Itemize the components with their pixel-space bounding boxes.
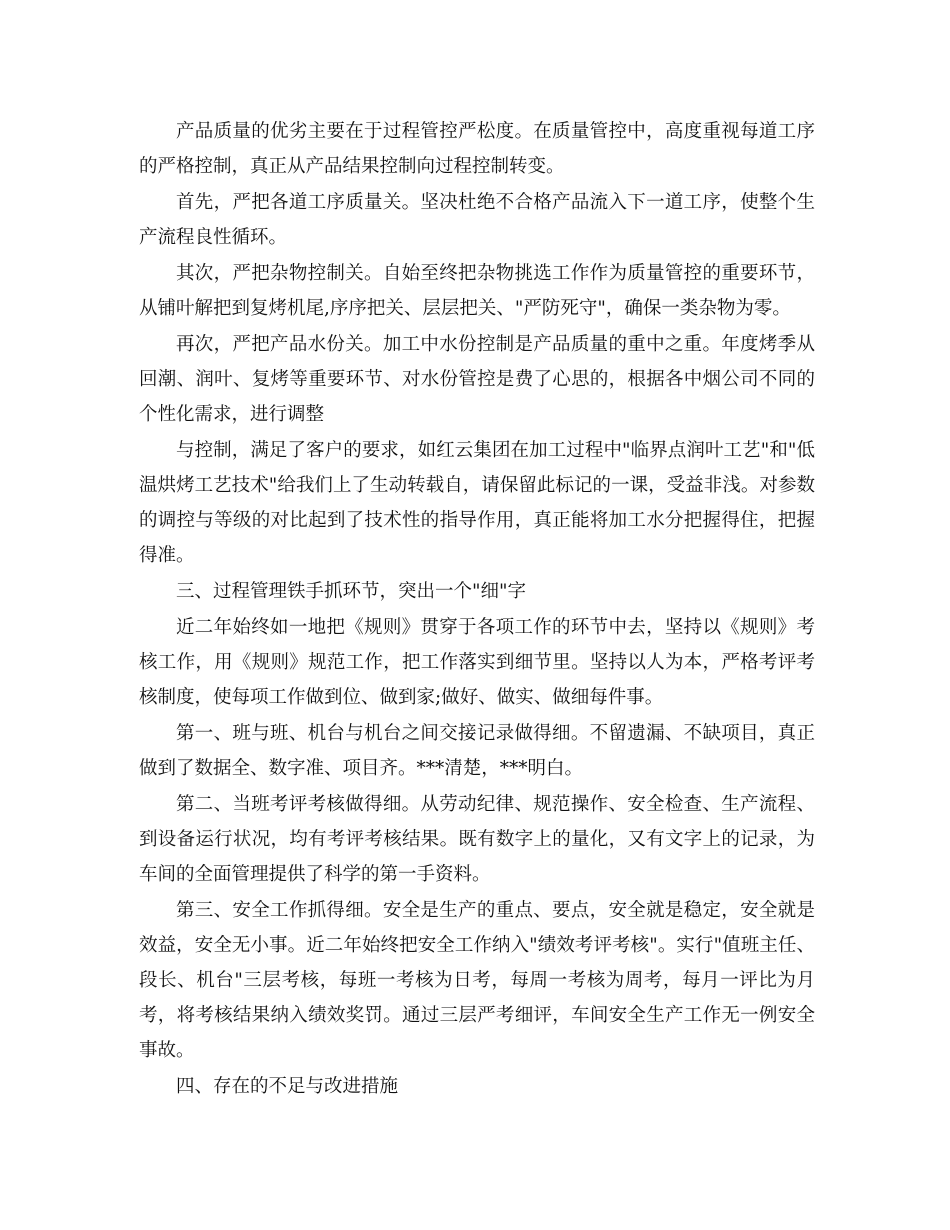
section-heading-three: 三、过程管理铁手抓环节，突出一个"细"字 [176,581,527,602]
paragraph-adjustment-control: 与控制，满足了客户的要求，如红云集团在加工过程中"临界点润叶工艺"和"低温烘烤工艺技术"给我们上了生动转载自，请保留此标记的一课，受益非浅。对参数的调控与等级的对比起到了技术性的指导作用，真正能将加工水分把握得住，把握得准。 [139,440,815,566]
paragraph-rules-implementation: 近二年始终如一地把《规则》贯穿于各项工作的环节中去，坚持以《规则》考核工作，用《规则》规范工作，把工作落实到细节里。坚持以人为本，严格考评考核制度，使每项工作做到位、做到家;做好、做实、做细每件事。 [139,617,815,708]
paragraph-process-control: 产品质量的优劣主要在于过程管控严松度。在质量管控中，高度重视每道工序的严格控制，真正从产品结果控制向过程控制转变。 [139,121,815,177]
paragraph-second-impurity-control: 其次，严把杂物控制关。自始至终把杂物挑选工作作为质量管控的重要环节，从铺叶解把到复烤机尾,序序把关、层层把关、"严防死守"，确保一类杂物为零。 [139,263,815,319]
paragraph-second-shift-evaluation: 第二、当班考评考核做得细。从劳动纪律、规范操作、安全检查、生产流程、到设备运行状况，均有考评考核结果。既有数字上的量化，又有文字上的记录，为车间的全面管理提供了科学的第一手资料。 [139,794,815,885]
section-heading-four: 四、存在的不足与改进措施 [176,1076,399,1097]
document-body [139,114,815,1105]
paragraph-third-moisture-control: 再次，严把产品水份关。加工中水份控制是产品质量的重中之重。年度烤季从回潮、润叶、复烤等重要环节、对水份管控是费了心思的，根据各中烟公司不同的个性化需求，进行调整 [139,334,815,425]
paragraph-third-safety-work: 第三、安全工作抓得细。安全是生产的重点、要点，安全就是稳定，安全就是效益，安全无小事。近二年始终把安全工作纳入"绩效考评考核"。实行"值班主任、段长、机台"三层考核，每班一考核为日考，每周一考核为周考，每月一评比为月考，将考核结果纳入绩效奖罚。通过三层严考细评，车间安全生产工作无一例安全事故。 [139,900,815,1061]
paragraph-first-shift-handover: 第一、班与班、机台与机台之间交接记录做得细。不留遗漏、不缺项目，真正做到了数据全、数字准、项目齐。***清楚，***明白。 [139,723,815,779]
paragraph-first-process-quality: 首先，严把各道工序质量关。坚决杜绝不合格产品流入下一道工序，使整个生产流程良性循环。 [139,192,815,248]
